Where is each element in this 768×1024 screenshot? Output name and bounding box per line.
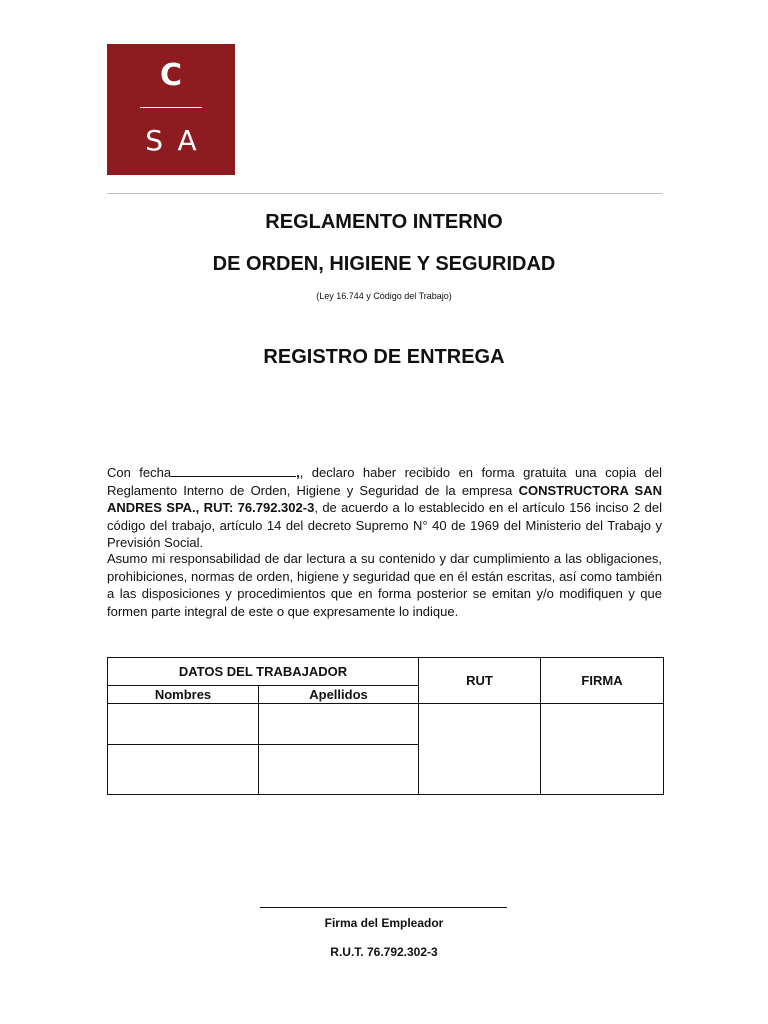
- rut-cell[interactable]: [419, 704, 541, 795]
- declaration-text: , declaro haber recibido en forma gratuita una copia del Reglamento Interno de Orden, Higiene y Seguridad de la empresa: [107, 465, 662, 498]
- company-logo: [107, 44, 235, 175]
- worker-registry-table: [107, 657, 664, 795]
- logo-top-text: C: [159, 58, 183, 93]
- employer-signature-line: [260, 907, 507, 908]
- apellidos-cell[interactable]: [259, 704, 419, 745]
- employer-signature-label: Firma del Empleador: [324, 916, 444, 930]
- header-divider: [107, 193, 662, 194]
- nombres-column-header: Nombres: [108, 686, 259, 704]
- signature-cell[interactable]: [541, 704, 664, 795]
- company-name-rut: CONSTRUCTORA SAN ANDRES SPA., RUT: 76.792.302-3: [107, 482, 662, 515]
- apellidos-cell[interactable]: [259, 745, 419, 795]
- date-blank-field[interactable]: [171, 464, 296, 477]
- declaration-legal-text: , de acuerdo a lo establecido en el artículo 156 inciso 2 del código del trabajo, artículo 14 del decreto Supremo N° 40 de 1969 del Ministerio del Trabajo y Previsión Social.: [107, 500, 662, 550]
- worker-data-header: DATOS DEL TRABAJADOR: [108, 658, 419, 686]
- nombres-cell[interactable]: [108, 745, 259, 795]
- responsibility-paragraph: Asumo mi responsabilidad de dar lectura a su contenido y dar cumplimiento a las obligaciones, prohibiciones, normas de orden, higiene y seguridad que en él están escritas, así como también a las disposiciones y procedimientos que en forma posterior se emitan y/o modifiquen y que formen parte integral de este o que expresamente lo indique.: [107, 551, 662, 619]
- declaration-paragraph: [107, 464, 662, 552]
- logo-divider: [140, 107, 202, 108]
- document-title-line2: DE ORDEN, HIGIENE Y SEGURIDAD: [212, 253, 556, 275]
- employer-rut: R.U.T. 76.792.302-3: [330, 945, 438, 959]
- date-comma: ,: [296, 465, 300, 480]
- rut-column-header: RUT: [419, 658, 541, 704]
- law-note: (Ley 16.744 y Código del Trabajo): [316, 291, 452, 301]
- nombres-cell[interactable]: [108, 704, 259, 745]
- logo-bottom-text: SA: [145, 124, 211, 157]
- document-subtitle: REGISTRO DE ENTREGA: [263, 346, 505, 368]
- apellidos-column-header: Apellidos: [259, 686, 419, 704]
- document-title-line1: REGLAMENTO INTERNO: [265, 211, 503, 233]
- signature-column-header: FIRMA: [541, 658, 664, 704]
- date-label: Con fecha: [107, 465, 172, 480]
